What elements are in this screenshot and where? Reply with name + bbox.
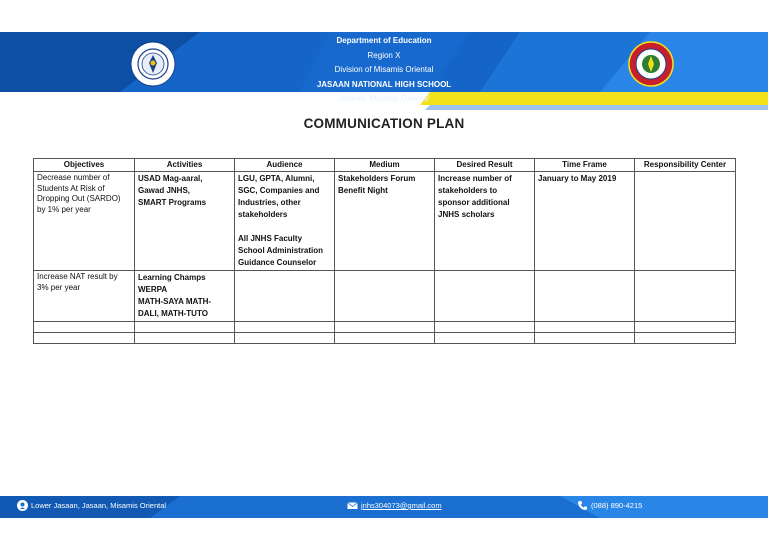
- activity-line: MATH-SAYA MATH-: [138, 297, 212, 306]
- footer-bar: [0, 496, 768, 518]
- empty-cell: [435, 333, 535, 344]
- column-header: Time Frame: [535, 159, 635, 172]
- result-line: JNHS scholars: [438, 210, 495, 219]
- column-header: Activities: [135, 159, 235, 172]
- medium-line: Benefit Night: [338, 186, 388, 195]
- mail-icon: [347, 501, 358, 512]
- responsibility-cell: [635, 271, 736, 322]
- time-frame-cell: [535, 271, 635, 322]
- empty-cell: [34, 322, 135, 333]
- footer-address: [17, 500, 166, 512]
- empty-cell: [235, 322, 335, 333]
- activity-line: Learning Champs: [138, 273, 206, 282]
- header-banner: [0, 32, 768, 110]
- header-line-region: Region X: [367, 50, 401, 60]
- responsibility-cell: [635, 172, 736, 271]
- header-line-school: JASAAN NATIONAL HIGH SCHOOL: [316, 79, 452, 89]
- audience-line: All JNHS Faculty: [238, 234, 303, 243]
- empty-cell: [535, 322, 635, 333]
- objective-text: Increase NAT result by 3% per year: [37, 272, 118, 292]
- time-frame-text: January to May 2019: [538, 174, 617, 183]
- empty-cell: [235, 333, 335, 344]
- communication-plan-table: [33, 158, 736, 344]
- table-row: [34, 271, 736, 322]
- empty-cell: [135, 333, 235, 344]
- objective-cell: [34, 271, 135, 322]
- phone-icon: [577, 501, 588, 512]
- header-text-block: [0, 34, 768, 107]
- table-header-row: [34, 159, 736, 172]
- column-header: Responsibility Center: [635, 159, 736, 172]
- audience-cell: [235, 271, 335, 322]
- address-text: Lower Jasaan, Jasaan, Misamis Oriental: [31, 501, 167, 511]
- empty-cell: [335, 322, 435, 333]
- result-line: sponsor additional: [438, 198, 510, 207]
- column-header: Audience: [235, 159, 335, 172]
- column-header: Medium: [335, 159, 435, 172]
- objective-text: Decrease number of Students At Risk of Dropping Out (SARDO) by 1% per year: [37, 173, 121, 214]
- phone-text: (088) 890-4215: [591, 501, 643, 511]
- audience-line: School Administration: [238, 246, 324, 255]
- email-link[interactable]: jnhs304073@gmail.com: [361, 501, 442, 511]
- medium-line: Stakeholders Forum: [338, 174, 416, 183]
- time-frame-cell: [535, 172, 635, 271]
- audience-line: LGU, GPTA, Alumni,: [238, 174, 315, 183]
- result-line: Increase number of: [438, 174, 512, 183]
- audience-line: stakeholders: [238, 210, 288, 219]
- activity-line: WERPA: [138, 285, 168, 294]
- activity-line: SMART Programs: [138, 198, 207, 207]
- header-line-division: Division of Misamis Oriental: [334, 65, 434, 74]
- objective-cell: [34, 172, 135, 271]
- result-line: stakeholders to: [438, 186, 498, 195]
- empty-cell: [435, 322, 535, 333]
- header-line-department: Department of Education: [336, 36, 432, 45]
- column-header: Objectives: [34, 159, 135, 172]
- audience-line: Industries, other: [238, 198, 301, 207]
- medium-cell: [335, 172, 435, 271]
- audience-cell: [235, 172, 335, 271]
- empty-cell: [535, 333, 635, 344]
- table-row: [34, 172, 736, 271]
- empty-cell: [34, 333, 135, 344]
- header-line-location: Jasaan, Misamis Oriental: [339, 94, 429, 103]
- activities-cell: [135, 271, 235, 322]
- audience-line: Guidance Counselor: [238, 258, 317, 267]
- activity-line: USAD Mag-aaral,: [138, 174, 203, 183]
- activity-line: Gawad JNHS,: [138, 186, 191, 195]
- empty-cell: [135, 322, 235, 333]
- result-cell: [435, 271, 535, 322]
- table-row: [34, 322, 736, 333]
- result-cell: [435, 172, 535, 271]
- activities-cell: [135, 172, 235, 271]
- footer-phone: [577, 500, 642, 512]
- audience-line: SGC, Companies and: [238, 186, 320, 195]
- page-title: COMMUNICATION PLAN: [303, 116, 465, 131]
- empty-cell: [635, 322, 736, 333]
- audience-line: [238, 221, 331, 233]
- medium-cell: [335, 271, 435, 322]
- activity-line: DALI, MATH-TUTO: [138, 309, 208, 318]
- location-icon: [17, 501, 28, 512]
- column-header: Desired Result: [435, 159, 535, 172]
- footer-email[interactable]: [347, 500, 442, 512]
- table-row: [34, 333, 736, 344]
- empty-cell: [635, 333, 736, 344]
- empty-cell: [335, 333, 435, 344]
